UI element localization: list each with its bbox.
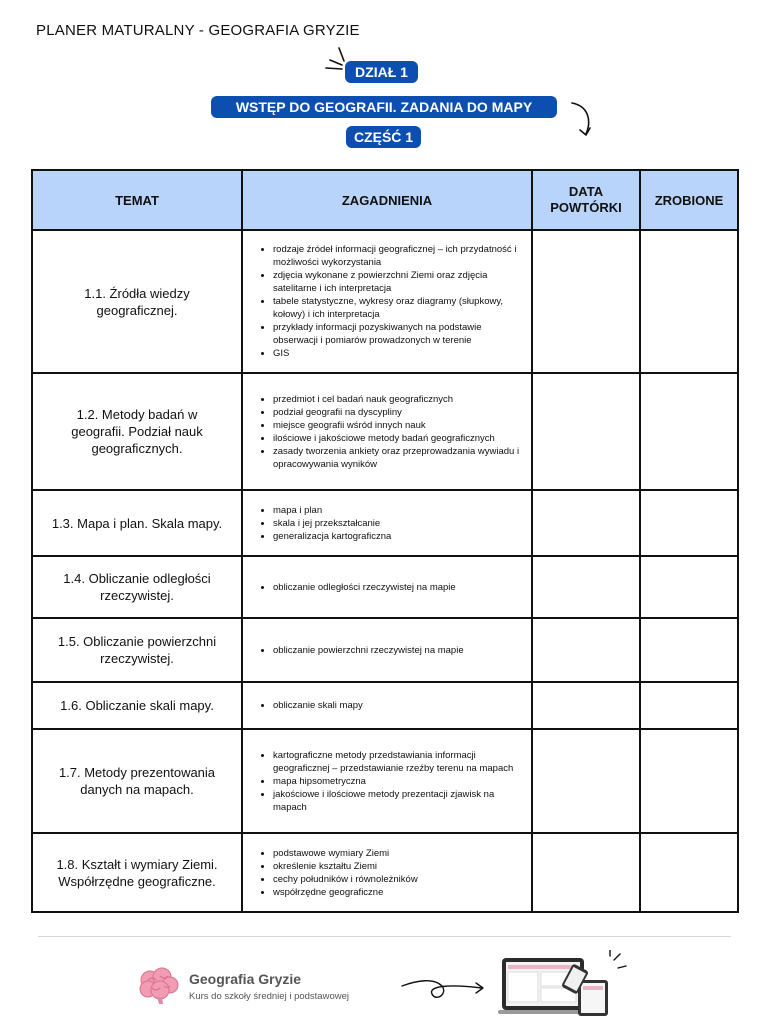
issues-cell: [242, 833, 532, 912]
topic-cell: 1.2. Metody badań w geografii. Podział nauk geograficznych.: [32, 373, 242, 490]
section-title-badge: WSTĘP DO GEOGRAFII. ZADANIA DO MAPY: [211, 96, 557, 118]
issue-item: • przedmiot i cel badań nauk geograficznych: [273, 393, 525, 406]
table-row: [32, 729, 738, 833]
topic-cell: 1.6. Obliczanie skali mapy.: [32, 682, 242, 729]
page-title: PLANER MATURALNY - GEOGRAFIA GRYZIE: [36, 22, 360, 39]
issue-item: • mapa i plan: [273, 504, 525, 517]
review-date-cell[interactable]: [532, 490, 640, 556]
issue-item: • podział geografii na dyscypliny: [273, 406, 525, 419]
done-cell[interactable]: [640, 230, 738, 373]
review-date-cell[interactable]: [532, 729, 640, 833]
done-cell[interactable]: [640, 682, 738, 729]
devices-illustration-icon: [496, 950, 634, 1020]
footer-divider: [38, 936, 731, 937]
header-issues: ZAGADNIENIA: [242, 170, 532, 230]
topic-cell: 1.4. Obliczanie odległości rzeczywistej.: [32, 556, 242, 618]
issue-item: • obliczanie odległości rzeczywistej na mapie: [273, 581, 525, 594]
issues-cell: [242, 556, 532, 618]
topic-cell: 1.5. Obliczanie powierzchni rzeczywistej.: [32, 618, 242, 682]
review-date-cell[interactable]: [532, 618, 640, 682]
issue-item: • mapa hipsometryczna: [273, 775, 525, 788]
done-cell[interactable]: [640, 373, 738, 490]
done-cell[interactable]: [640, 729, 738, 833]
done-cell[interactable]: [640, 556, 738, 618]
issue-item: • jakościowe i ilościowe metody prezentacji zjawisk na mapach: [273, 788, 525, 814]
planner-table: [31, 169, 739, 913]
issue-item: • cechy południków i równoleżników: [273, 873, 525, 886]
issue-item: • miejsce geografii wśród innych nauk: [273, 419, 525, 432]
issues-cell: [242, 373, 532, 490]
issue-item: • podstawowe wymiary Ziemi: [273, 847, 525, 860]
review-date-cell[interactable]: [532, 833, 640, 912]
topic-cell: 1.3. Mapa i plan. Skala mapy.: [32, 490, 242, 556]
brain-logo-icon: [138, 966, 180, 1006]
issue-item: • generalizacja kartograficzna: [273, 530, 525, 543]
topic-cell: 1.8. Kształt i wymiary Ziemi. Współrzędne geograficzne.: [32, 833, 242, 912]
table-row: [32, 373, 738, 490]
issue-item: • określenie kształtu Ziemi: [273, 860, 525, 873]
header-done: ZROBIONE: [640, 170, 738, 230]
table-row: [32, 618, 738, 682]
issue-item: • współrzędne geograficzne: [273, 886, 525, 899]
issues-cell: [242, 618, 532, 682]
curved-arrow-icon: [568, 100, 598, 140]
loop-arrow-icon: [398, 972, 490, 1006]
issue-item: • kartograficzne metody przedstawiania informacji geograficznej – przedstawianie rzeźby terenu na mapach: [273, 749, 525, 775]
issues-cell: [242, 230, 532, 373]
done-cell[interactable]: [640, 833, 738, 912]
table-row: [32, 556, 738, 618]
issue-item: • rodzaje źródeł informacji geograficznej – ich przydatność i możliwości wykorzystania: [273, 243, 525, 269]
issues-cell: [242, 729, 532, 833]
brand-name: Geografia Gryzie: [189, 971, 302, 987]
issues-cell: [242, 490, 532, 556]
table-row: [32, 833, 738, 912]
topic-cell: 1.7. Metody prezentowania danych na mapach.: [32, 729, 242, 833]
issue-item: • zdjęcia wykonane z powierzchni Ziemi oraz zdjęcia satelitarne i ich interpretacja: [273, 269, 525, 295]
topic-cell: 1.1. Źródła wiedzy geograficznej.: [32, 230, 242, 373]
review-date-cell[interactable]: [532, 556, 640, 618]
done-cell[interactable]: [640, 618, 738, 682]
section-badge: DZIAŁ 1: [345, 61, 418, 83]
header-topic: TEMAT: [32, 170, 242, 230]
review-date-cell[interactable]: [532, 373, 640, 490]
table-row: [32, 682, 738, 729]
review-date-cell[interactable]: [532, 682, 640, 729]
issue-item: • obliczanie powierzchni rzeczywistej na mapie: [273, 644, 525, 657]
issue-item: • zasady tworzenia ankiety oraz przeprowadzania wywiadu i opracowywania wyników: [273, 445, 525, 471]
table-row: [32, 230, 738, 373]
review-date-cell[interactable]: [532, 230, 640, 373]
brand-tagline: Kurs do szkoły średniej i podstawowej: [189, 991, 349, 1002]
table-header-row: [32, 170, 738, 230]
issue-item: • ilościowe i jakościowe metody badań geograficznych: [273, 432, 525, 445]
issue-item: • GIS: [273, 347, 525, 360]
issue-item: • skala i jej przekształcanie: [273, 517, 525, 530]
table-row: [32, 490, 738, 556]
issue-item: • przykłady informacji pozyskiwanych na podstawie obserwacji i pomiarów prowadzonych w terenie: [273, 321, 525, 347]
issue-item: • tabele statystyczne, wykresy oraz diagramy (słupkowy, kołowy) i ich interpretacja: [273, 295, 525, 321]
done-cell[interactable]: [640, 490, 738, 556]
issue-item: • obliczanie skali mapy: [273, 699, 525, 712]
header-review-date: DATA POWTÓRKI: [532, 170, 640, 230]
issues-cell: [242, 682, 532, 729]
part-badge: CZĘŚĆ 1: [346, 126, 421, 148]
